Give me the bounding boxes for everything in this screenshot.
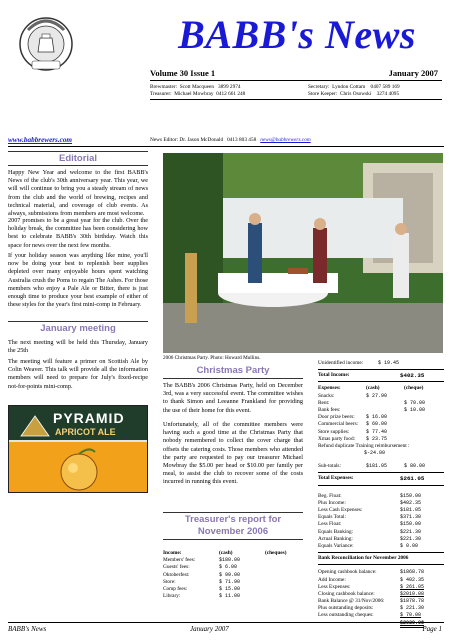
treasurer-heading: Treasurer's report for November 2006: [163, 512, 303, 540]
subtotals-row: Sub-totals: $181.05 $ 80.00: [318, 463, 426, 470]
table-row: Rent: $ 70.00: [318, 399, 426, 406]
income-table: [163, 550, 303, 600]
table-row: Closing cashbook balance: $2010.08: [318, 590, 425, 597]
table-row: Beg. Float: $150.00: [318, 492, 422, 499]
table-row: Plus Income: $402.35: [318, 499, 422, 506]
unidentified-income-row: Unidentified income: $ 19.45: [318, 360, 400, 366]
issue-date: January 2007: [388, 68, 438, 78]
table-row: Actual Banking: $221.30: [318, 535, 422, 542]
meeting-paragraph-2: The meeting will feature a primer on Scottish Ale by Colin Weaver. This talk will provide all the information members will need to prepare for July's fixed-recipe not-for-points mini-comp.: [8, 358, 148, 390]
footer-title: BABB's News: [8, 625, 47, 633]
table-row: Plus outstanding deposits: $ 221.30: [318, 605, 425, 612]
editor-email-link[interactable]: news@babbrewers.com: [260, 137, 311, 143]
contacts-rule: [150, 99, 442, 100]
table-row: Commercial beers: $ 60.00: [318, 421, 388, 428]
table-row: Guests' fees: $ 6.00: [163, 564, 238, 571]
table-row: Store supplies: $ 77.40: [318, 428, 388, 435]
christmas-party-photo: [163, 153, 443, 353]
table-row: Add Income: $ 402.35: [318, 576, 425, 583]
table-row: Less Float: $150.00: [318, 521, 422, 528]
footer-date: January 2007: [190, 625, 229, 633]
expenses-table: [318, 360, 444, 627]
table-row: Oktoberfest: $ 99.00: [163, 571, 241, 578]
christmas-paragraph-2: Unfortunately, all of the committee members were having such a good time at the Christmas Party that nobody remembered to collect the cover charge that offsets the catering costs. Those members who attended the party are requested to pay our treasurer Michael Mowbray the $5.00 per head or $10.00 per family per meal, to assist the club to recover some of the costs incurred in running this event.: [163, 421, 303, 486]
photo-caption: 2006 Christmas Party. Photo: Howard Mullins.: [163, 355, 261, 361]
editor-line: News Editor: Dr. Jason McDonald 0413 803 458 news@babbrewers.com: [150, 137, 311, 143]
masthead-rule: [8, 146, 444, 147]
website-link[interactable]: www.babbrewers.com: [8, 136, 73, 144]
contact-secretary: Secretary: Lyndon Cottam 0407 589 169: [308, 84, 400, 90]
table-row: Equals Variance: $ 0.00: [318, 542, 419, 549]
footer-page: Page 1: [422, 625, 442, 633]
pyramid-apricot-ale-ad: PYRAMID APRICOT ALE: [8, 405, 148, 493]
bank-reconciliation-heading: Bank Reconciliation for November 2006: [318, 555, 409, 562]
club-logo: [18, 14, 74, 76]
income-header-row: Income: (cash) (cheques): [163, 550, 287, 556]
christmas-paragraph-1: The BABB's 2006 Christmas Party, held on December 3rd, was a very successful event. The committee wishes to thank Simon and Leeanne Frankland for providing the use of their home for this event.: [163, 382, 303, 414]
table-row: Less Cash Expenses: $181.05: [318, 507, 422, 513]
meeting-paragraph-1: The next meeting will be held this Thursday, January the 25th: [8, 339, 148, 355]
table-row: Less Expenses: $ 261.05: [318, 583, 425, 590]
table-row: $2030.08: [400, 619, 425, 626]
table-row: Comp fees: $ 15.00: [163, 585, 241, 592]
total-expenses-row: Total Expenses: $261.05: [318, 475, 425, 483]
footer-rule: [8, 622, 444, 623]
refund-value-row: $-24.00: [364, 450, 386, 457]
table-row: Members' fees: $180.00: [163, 557, 241, 564]
table-row: Less outstanding cheques: $ 70.00: [318, 612, 422, 619]
table-row: Library: $ 11.00: [163, 593, 241, 600]
editorial-heading: Editorial: [8, 151, 148, 166]
newsletter-title: BABB's News: [178, 12, 416, 57]
table-row: Opening cashbook balance: $1868.78: [318, 569, 425, 576]
table-row: Store: $ 71.90: [163, 578, 241, 585]
table-row: Xmas party food: $ 23.75: [318, 435, 388, 442]
editorial-paragraph-3: If your holiday season was anything like mine, you'll now be doing your best to replenish beer supplies depleted over many enjoyable hours spent watching Australia crush the Poms to regain The Ashes. For those members who enjoy a Pale Ale or Bitter, there is just enough time to produce your best example of either of these styles for the year's first mini-comp in February.: [8, 252, 148, 309]
table-row: Door prize beers: $ 16.00: [318, 414, 388, 421]
january-meeting-heading: January meeting: [8, 321, 148, 335]
table-row: Equals Total: $371.30: [318, 514, 422, 521]
contact-treasurer: Treasurer: Michael Mowbray 0412 661 248: [150, 91, 246, 97]
total-income-row: Total Income: $402.35: [318, 372, 425, 380]
issue-number: Volume 30 Issue 1: [150, 68, 216, 78]
christmas-party-heading: Christmas Party: [163, 363, 303, 379]
editorial-paragraph-2: 2007 promises to be a great year for the club. Over the holiday break, the committee has been considering how best to celebrate BABB's 30th birthday. Watch this space for news over the next few months.: [8, 217, 148, 249]
table-row: Snacks: $ 27.90: [318, 392, 388, 399]
contact-brewmaster: Brewmaster: Scott Macqueen 3899 2974: [150, 84, 241, 90]
table-row: Equals Banking: $221.30: [318, 528, 422, 535]
table-row: Bank Balance @ 31/Nov/2006: $1878.78: [318, 598, 425, 605]
contact-store-keeper: Store Keeper: Chris Osowski 3274 4095: [308, 91, 400, 97]
editorial-paragraph-1: Happy New Year and welcome to the first BABB's News of the club's 30th anniversary year. This year, we will will continue to bring you a steady stream of news from the club and the world of brewing, recipes and technical material, and coverage of club events. As always, submissions from members are most welcome.: [8, 169, 148, 218]
table-row: Bank fees: $ 10.00: [318, 406, 426, 413]
header-rule: [150, 80, 442, 81]
refund-row: Refund duplicate Training reimbursement :: [318, 442, 410, 449]
expenses-header-row: Expenses: (cash) (cheque): [318, 385, 424, 392]
